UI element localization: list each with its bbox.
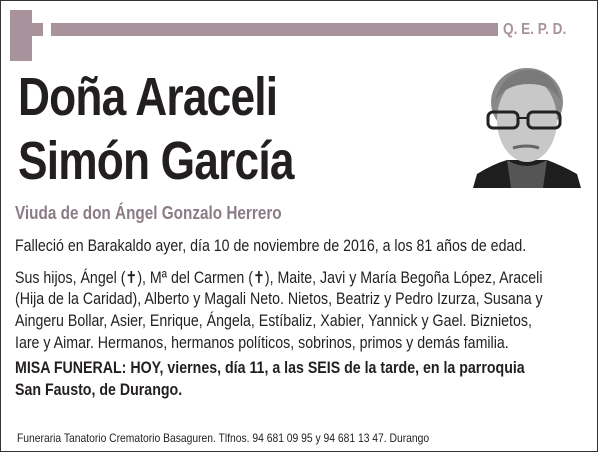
death-notice: Falleció en Barakaldo ayer, día 10 de noviembre de 2016, a los 81 años de edad. bbox=[15, 237, 527, 255]
family-line: (Hija de la Caridad), Alberto y Magali Neto. Nietos, Beatriz y Pedro Izurza, Susana y bbox=[15, 290, 543, 308]
portrait-photo bbox=[473, 62, 581, 188]
subtitle-widow: Viuda de don Ángel Gonzalo Herrero bbox=[15, 203, 282, 223]
family-line: Iare y Aimar. Hermanos, hermanos políticos, sobrinos, primos y demás familia. bbox=[15, 334, 509, 352]
funeral-line: San Fausto, de Durango. bbox=[15, 381, 183, 399]
family-line: Aingeru Bollar, Asier, Enrique, Ángela, Estíbaliz, Xabier, Yannick y Gael. Biznietos, bbox=[15, 312, 532, 330]
funeral-home-footer: Funeraria Tanatorio Crematorio Basaguren. Tlfnos. 94 681 09 95 y 94 681 13 47. Durango bbox=[17, 431, 430, 445]
header-rule bbox=[51, 23, 498, 36]
deceased-name-line2: Simón García bbox=[18, 131, 294, 191]
deceased-name-line1: Doña Araceli bbox=[18, 67, 278, 127]
qepd-label: Q. E. P. D. bbox=[503, 21, 567, 38]
cross-icon-arm bbox=[10, 23, 43, 36]
family-line: Sus hijos, Ángel (✝), Mª del Carmen (✝), Maite, Javi y María Begoña López, Araceli bbox=[15, 269, 543, 287]
funeral-line: MISA FUNERAL: HOY, viernes, día 11, a las SEIS de la tarde, en la parroquia bbox=[15, 359, 525, 377]
